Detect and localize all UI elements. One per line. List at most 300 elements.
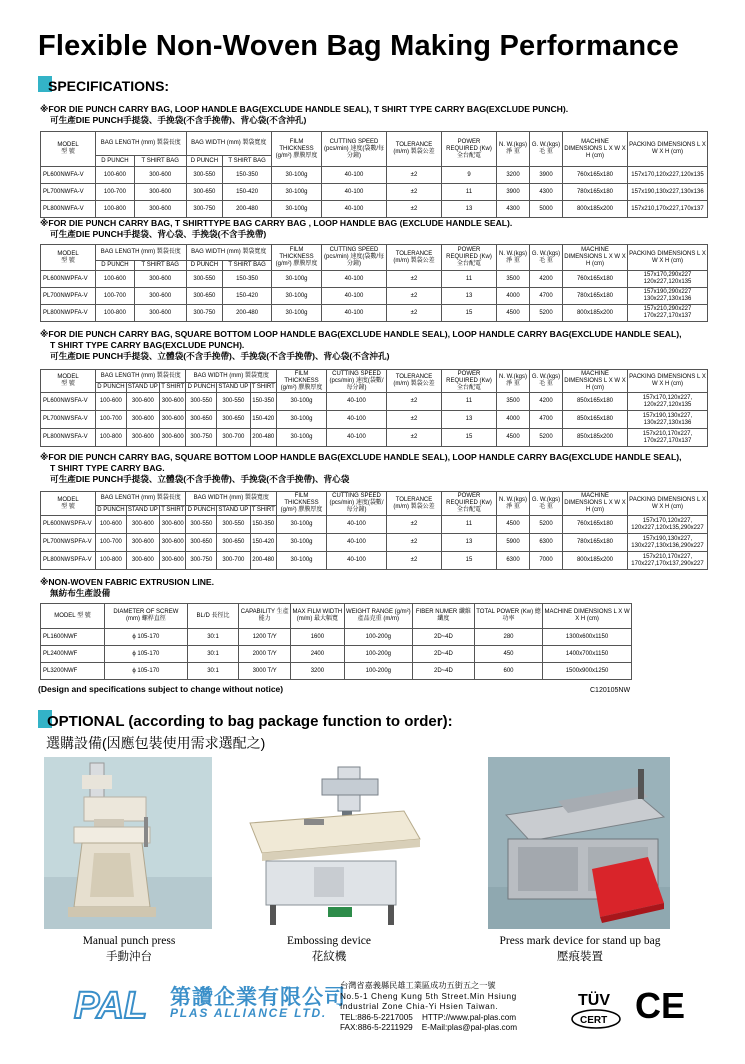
extrusion-header-cell: MAX FILM WIDTH (m/m) 最大幅寬	[291, 604, 345, 629]
table-cell: 40-100	[322, 184, 387, 201]
table-cell: 3200	[291, 663, 345, 680]
table-cell: 157x170,120x227, 120x227,120x135	[628, 393, 708, 411]
table-cell: 100-700	[96, 411, 127, 429]
table-row	[41, 288, 708, 305]
table-cell: 3900	[497, 184, 530, 201]
th-nw: N. W.(kgs) 淨 重	[497, 492, 530, 516]
model-cell: PL600NWPFA-V	[41, 271, 96, 288]
th-bag-width: BAG WIDTH (mm) 製袋寬度	[186, 245, 271, 261]
table-cell: 4300	[530, 184, 563, 201]
table-cell: 300-650	[217, 411, 250, 429]
table-cell: 300-700	[217, 429, 250, 447]
table-cell: 30:1	[187, 646, 239, 663]
caption-embossing-device	[244, 933, 414, 965]
table-cell: 4300	[497, 201, 530, 218]
ce-mark: CE	[635, 985, 686, 1026]
table-cell: 300-650	[186, 534, 217, 552]
table-cell: 300-600	[160, 411, 186, 429]
th-nw: N. W.(kgs) 淨 重	[497, 245, 530, 271]
table-cell: 300-750	[186, 305, 223, 322]
table-cell: 300-600	[160, 429, 186, 447]
table-row	[41, 534, 708, 552]
table-cell: 850x185x200	[563, 429, 628, 447]
table-cell: 157x170,120x227,120x135	[628, 167, 708, 184]
th-nw: N. W.(kgs) 淨 重	[497, 132, 530, 167]
model-cell: PL600NWSFA-V	[41, 393, 96, 411]
table-cell: 4000	[497, 411, 530, 429]
model-cell: PL800NWPFA-V	[41, 305, 96, 322]
table-cell: 5000	[530, 201, 563, 218]
table-cell: 300-550	[217, 516, 250, 534]
table-cell: 300-600	[126, 429, 159, 447]
th-bag-width: BAG WIDTH (mm) 製袋寬度	[186, 370, 277, 383]
spec-table-3	[40, 369, 708, 447]
th-t-shirt-bag: T SHIRT BAG	[134, 156, 186, 167]
table-cell: 300-750	[186, 552, 217, 570]
th-bag-length: BAG LENGTH (mm) 製袋長度	[96, 492, 186, 506]
extrusion-note	[40, 577, 214, 599]
th-gw: G. W.(kgs) 毛 重	[530, 370, 563, 393]
extrusion-header-cell: MACHINE DIMENSIONS L X W X H (cm)	[543, 604, 632, 629]
table-cell: 4700	[530, 411, 563, 429]
th-d-punch: D PUNCH	[96, 383, 127, 393]
th-t-shirt: T SHIRT	[250, 383, 276, 393]
th-film: FILM THICKNESS (g/m²) 膠膜厚度	[277, 492, 327, 516]
table-cell: 157x170,120x227, 120x227,120x135,290x227	[628, 516, 708, 534]
table-cell: 300-600	[134, 288, 186, 305]
table-cell: ±2	[387, 271, 442, 288]
table-cell: 5200	[530, 516, 563, 534]
optional-heading	[38, 712, 453, 730]
th-bag-length: BAG LENGTH (mm) 製袋長度	[96, 132, 187, 156]
model-cell: PL600NWFA-V	[41, 167, 96, 184]
table-cell: 150-350	[223, 167, 272, 184]
th-d-punch: D PUNCH	[96, 156, 135, 167]
table-cell: 4500	[497, 429, 530, 447]
th-cutting: CUTTING SPEED (pcs/min) 速度(袋數/每分鐘)	[327, 370, 387, 393]
table-cell: 800x185x200	[563, 552, 628, 570]
table-cell: 3000 T/Y	[239, 663, 291, 680]
table-cell: 100-800	[96, 429, 127, 447]
table-cell: 40-100	[327, 552, 387, 570]
table-cell: 30-100g	[277, 393, 327, 411]
table-cell: 100-700	[96, 534, 127, 552]
table-cell: 15	[442, 552, 497, 570]
section3-note	[40, 329, 681, 362]
table-cell: 157x210,290x227 170x227,170x137	[628, 305, 708, 322]
table-cell: 1400x700x1150	[543, 646, 632, 663]
table-cell: 157x170,290x227 120x227,120x135	[628, 271, 708, 288]
th-machine-dim: MACHINE DIMENSIONS L X W X H (cm)	[564, 370, 626, 391]
table-cell: 2D~4D	[412, 646, 474, 663]
th-packing-dim: PACKING DIMENSIONS L X W X H (cm)	[628, 132, 708, 167]
table-cell: 3200	[497, 167, 530, 184]
table-cell: 300-600	[134, 167, 186, 184]
table-cell: 30-100g	[277, 552, 327, 570]
extrusion-header-cell: TOTAL POWER (Kw) 總功率	[474, 604, 542, 629]
table-cell: ±2	[387, 167, 442, 184]
table-cell: 9	[442, 167, 497, 184]
table-cell: 300-750	[186, 429, 217, 447]
table-cell: 300-600	[160, 516, 186, 534]
table-cell: ϕ 105-170	[105, 646, 188, 663]
email: E-Mail:plas@pal-plas.com	[421, 1023, 518, 1032]
table-cell: 1500x900x1250	[543, 663, 632, 680]
caption-manual-punch-press	[40, 933, 218, 965]
table-cell: ϕ 105-170	[105, 663, 188, 680]
table-cell: 300-600	[134, 305, 186, 322]
table-cell: 13	[442, 288, 497, 305]
table-cell: 780x165x180	[563, 288, 628, 305]
extrusion-header-cell: CAPABILITY 生產能力	[239, 604, 291, 629]
table-cell: ±2	[387, 288, 442, 305]
table-cell: 300-550	[186, 167, 223, 184]
table-cell: 2400	[291, 646, 345, 663]
table-cell: 200-480	[250, 552, 276, 570]
company-name-cn: 第讚企業有限公司	[170, 986, 346, 1009]
section1-note-en: ※FOR DIE PUNCH CARRY BAG, LOOP HANDLE BAG(EXCLUDE HANDLE SEAL), T SHIRT TYPE CARRY BAG(EXCLUDE PUNCH).	[40, 104, 569, 114]
section4-note	[40, 452, 681, 485]
table-cell: 100-800	[96, 201, 135, 218]
th-packing-dim: PACKING DIMENSIONS L X W X H (cm)	[628, 245, 708, 271]
contact-line-2	[340, 1023, 517, 1034]
th-d-punch: D PUNCH	[96, 506, 127, 516]
caption-press-mark-device	[480, 933, 680, 965]
table-cell: 13	[442, 534, 497, 552]
extrusion-note-en: ※NON-WOVEN FABRIC EXTRUSION LINE.	[40, 577, 215, 587]
caption-cn: 手動沖台	[106, 951, 152, 963]
table-cell: 3500	[497, 393, 530, 411]
table-row	[41, 629, 632, 646]
tuv-cert-badge	[568, 985, 624, 1033]
table-cell: 300-550	[186, 271, 223, 288]
th-stand-up: STAND UP	[126, 383, 159, 393]
table-cell: 300-600	[126, 411, 159, 429]
table-cell: ±2	[387, 184, 442, 201]
table-cell: 150-350	[223, 271, 272, 288]
table-cell: 5200	[530, 429, 563, 447]
extrusion-note-cn: 無紡布生產設備	[50, 588, 111, 598]
table-cell: 100-800	[96, 305, 135, 322]
extrusion-header-cell: MODEL 型 號	[41, 604, 105, 629]
th-model: MODEL 型 號	[41, 245, 96, 271]
table-cell: 300-550	[186, 516, 217, 534]
table-cell: ϕ 105-170	[105, 629, 188, 646]
extrusion-header-cell: WEIGHT RANGE (g/m²) 產品克重 (m/m)	[344, 604, 412, 629]
model-cell: PL2400NWF	[41, 646, 105, 663]
table-cell: 40-100	[322, 201, 387, 218]
table-cell: ±2	[387, 411, 442, 429]
table-cell: 100-600	[96, 393, 127, 411]
section3-note-en2: T SHIRT TYPE CARRY BAG(EXCLUDE PUNCH).	[50, 340, 245, 350]
table-cell: 300-700	[217, 552, 250, 570]
model-cell: PL700NWFA-V	[41, 184, 96, 201]
table-cell: 15	[442, 305, 497, 322]
table-cell: 13	[442, 411, 497, 429]
table-cell: 760x165x180	[563, 167, 628, 184]
th-t-shirt: T SHIRT	[160, 506, 186, 516]
logo-text: PAL	[74, 985, 148, 1026]
model-cell: PL800NWSPFA-V	[41, 552, 96, 570]
table-cell: 30-100g	[277, 534, 327, 552]
table-cell: 40-100	[327, 516, 387, 534]
th-power: POWER REQUIRED (Kw) 全台配電	[442, 370, 497, 393]
table-cell: 30-100g	[272, 167, 322, 184]
th-cutting: CUTTING SPEED (pcs/min) 速度(袋數/每分鐘)	[322, 245, 387, 271]
table-cell: 6300	[497, 552, 530, 570]
table-cell: 40-100	[327, 411, 387, 429]
table-cell: 300-550	[186, 393, 217, 411]
table-cell: 300-600	[160, 393, 186, 411]
tel: TEL:886-5-2217005	[340, 1012, 413, 1022]
table-row	[41, 184, 708, 201]
table-cell: 7000	[530, 552, 563, 570]
extrusion-table	[40, 603, 632, 680]
table-cell: 100-200g	[344, 663, 412, 680]
table-cell: 300-650	[186, 184, 223, 201]
table-cell: ±2	[387, 429, 442, 447]
table-cell: 150-420	[223, 288, 272, 305]
caption-en: Press mark device for stand up bag	[499, 935, 661, 947]
table-cell: ±2	[387, 552, 442, 570]
table-cell: 157x210,170x227, 170x227,170x137	[628, 429, 708, 447]
table-cell: 11	[442, 184, 497, 201]
table-row	[41, 411, 708, 429]
table-cell: 300-550	[217, 393, 250, 411]
table-cell: 2D~4D	[412, 629, 474, 646]
table-cell: 3500	[497, 271, 530, 288]
table-cell: 30-100g	[277, 429, 327, 447]
th-t-shirt-bag: T SHIRT BAG	[223, 156, 272, 167]
caption-cn: 花紋機	[311, 951, 347, 963]
th-film: FILM THICKNESS (g/m²) 膠膜厚度	[272, 245, 322, 271]
table-cell: 5200	[530, 305, 563, 322]
table-cell: 40-100	[322, 271, 387, 288]
table-cell: 30-100g	[272, 288, 322, 305]
table-cell: 30:1	[187, 663, 239, 680]
th-t-shirt-bag: T SHIRT BAG	[223, 261, 272, 271]
table-cell: 450	[474, 646, 542, 663]
section4-note-en2: T SHIRT TYPE CARRY BAG.	[50, 463, 165, 473]
th-film: FILM THICKNESS (g/m²) 膠膜厚度	[277, 370, 327, 393]
table-cell: 150-420	[223, 184, 272, 201]
table-cell: 30-100g	[277, 411, 327, 429]
table-cell: 40-100	[322, 288, 387, 305]
company-address	[340, 981, 517, 1034]
section3-note-en: ※FOR DIE PUNCH CARRY BAG, SQUARE BOTTOM LOOP HANDLE BAG(EXCLUDE HANDLE SEAL), LOOP HANDLE CARRY BAG(EXCLUDE HANDLE SEAL),	[40, 329, 682, 339]
table-cell: 300-600	[134, 201, 186, 218]
table-cell: 157x190,130x227, 130x227,130x136,290x227	[628, 534, 708, 552]
embossing-device-image	[244, 757, 422, 929]
th-t-shirt: T SHIRT	[250, 506, 276, 516]
th-cutting: CUTTING SPEED (pcs/min) 速度(袋數/每分鐘)	[322, 132, 387, 167]
fax: FAX:886-5-2211929	[340, 1023, 413, 1032]
manual-punch-press-image	[44, 757, 212, 929]
table-row	[41, 305, 708, 322]
table-cell: 300-650	[186, 411, 217, 429]
th-gw: G. W.(kgs) 毛 重	[530, 132, 563, 167]
model-cell: PL3200NWF	[41, 663, 105, 680]
caption-cn: 壓痕裝置	[557, 951, 603, 963]
section1-note	[40, 104, 568, 126]
th-d-punch: D PUNCH	[186, 383, 217, 393]
section2-note-cn: 可生產DIE PUNCH手提袋、背心袋、手挽袋(不含手挽帶)	[50, 229, 267, 239]
th-gw: G. W.(kgs) 毛 重	[530, 492, 563, 516]
table-cell: 30:1	[187, 629, 239, 646]
press-mark-device-image	[488, 757, 670, 929]
table-cell: 100-600	[96, 516, 127, 534]
table-row	[41, 552, 708, 570]
table-row	[41, 271, 708, 288]
th-machine-dim: MACHINE DIMENSIONS L X W X H (cm)	[563, 492, 628, 516]
doc-code: C120105NW	[590, 687, 631, 694]
table-cell: 850x165x180	[563, 411, 628, 429]
extrusion-header-cell: BL/D 長徑比	[187, 604, 239, 629]
table-cell: 15	[442, 429, 497, 447]
model-cell: PL600NWSPFA-V	[41, 516, 96, 534]
table-cell: 11	[442, 516, 497, 534]
address-cn: 台灣省嘉義縣民雄工業區成功五街五之一號	[340, 981, 496, 990]
table-cell: 300-600	[126, 534, 159, 552]
table-cell: 800x185x200	[563, 201, 628, 218]
table-cell: 30-100g	[272, 184, 322, 201]
th-film: FILM THICKNESS (g/m²) 膠膜厚度	[272, 132, 322, 167]
table-cell: 4500	[497, 305, 530, 322]
section4-note-cn: 可生產DIE PUNCH手提袋、立體袋(不含手挽帶)、手挽袋(不含手挽帶)、背心袋	[50, 474, 350, 484]
table-cell: ±2	[387, 534, 442, 552]
footnote: (Design and specifications subject to change without notice)	[38, 684, 284, 694]
table-row	[41, 429, 708, 447]
table-cell: ±2	[387, 201, 442, 218]
table-row	[41, 201, 708, 218]
table-cell: 200-480	[250, 429, 276, 447]
spec-table-2	[40, 244, 708, 322]
th-tolerance: TOLERANCE (m/m) 製袋公差	[387, 370, 442, 393]
table-cell: 600	[474, 663, 542, 680]
table-cell: ±2	[387, 305, 442, 322]
th-power: POWER REQUIRED (Kw) 全台配電	[442, 132, 497, 167]
th-tolerance: TOLERANCE (m/m) 製袋公差	[387, 245, 442, 271]
table-cell: 100-200g	[344, 629, 412, 646]
table-cell: 800x185x200	[563, 305, 628, 322]
table-cell: 150-420	[250, 411, 276, 429]
table-cell: 157x190,130x227,130x136	[628, 184, 708, 201]
table-cell: 300-650	[217, 534, 250, 552]
table-cell: 300-650	[186, 288, 223, 305]
table-cell: 100-800	[96, 552, 127, 570]
th-nw: N. W.(kgs) 淨 重	[497, 370, 530, 393]
table-cell: 30-100g	[272, 201, 322, 218]
table-cell: ±2	[387, 393, 442, 411]
model-cell: PL700NWPFA-V	[41, 288, 96, 305]
table-row	[41, 167, 708, 184]
table-cell: ±2	[387, 516, 442, 534]
table-row	[41, 393, 708, 411]
tuv-text: TÜV	[578, 992, 610, 1009]
th-machine-dim: MACHINE DIMENSIONS L X W X H (cm)	[563, 245, 628, 271]
table-cell: 850x165x180	[563, 393, 628, 411]
th-power: POWER REQUIRED (Kw) 全台配電	[442, 245, 497, 271]
th-model: MODEL 型 號	[41, 492, 96, 516]
website: HTTP://www.pal-plas.com	[421, 1012, 517, 1022]
th-stand-up: STAND UP	[217, 506, 250, 516]
table-cell: 300-750	[186, 201, 223, 218]
table-cell: 5900	[497, 534, 530, 552]
th-model: MODEL 型 號	[41, 132, 96, 167]
table-cell: 150-350	[250, 393, 276, 411]
table-cell: 30-100g	[277, 516, 327, 534]
th-d-punch: D PUNCH	[96, 261, 135, 271]
model-cell: PL700NWSFA-V	[41, 411, 96, 429]
th-tolerance: TOLERANCE (m/m) 製袋公差	[387, 492, 442, 516]
table-cell: 300-600	[160, 534, 186, 552]
th-stand-up: STAND UP	[217, 383, 250, 393]
tuv-cert-text: CERT	[580, 1015, 608, 1026]
table-cell: 157x190,130x227, 130x227,130x136	[628, 411, 708, 429]
table-cell: 100-700	[96, 288, 135, 305]
table-row	[41, 516, 708, 534]
company-name-en: PLAS ALLIANCE LTD.	[170, 1006, 328, 1020]
table-cell: 11	[442, 271, 497, 288]
table-cell: 4500	[497, 516, 530, 534]
table-cell: 40-100	[327, 534, 387, 552]
table-cell: 780x165x180	[563, 184, 628, 201]
table-cell: 30-100g	[272, 271, 322, 288]
caption-en: Embossing device	[287, 935, 371, 947]
spec-table-1	[40, 131, 708, 218]
table-cell: 300-600	[160, 552, 186, 570]
optional-heading-text: OPTIONAL (according to bag package function to order):	[47, 712, 453, 730]
table-cell: 100-700	[96, 184, 135, 201]
th-power: POWER REQUIRED (Kw) 全台配電	[442, 492, 497, 516]
table-cell: 100-600	[96, 271, 135, 288]
company-logo	[72, 982, 164, 1026]
section1-note-cn: 可生產DIE PUNCH手提袋、手挽袋(不含手挽帶)、背心袋(不含沖孔)	[50, 115, 307, 125]
caption-en: Manual punch press	[82, 935, 176, 947]
specifications-heading	[38, 78, 169, 94]
th-bag-length: BAG LENGTH (mm) 製袋長度	[96, 245, 187, 261]
table-cell: 200-480	[223, 305, 272, 322]
table-cell: 300-600	[134, 271, 186, 288]
th-d-punch: D PUNCH	[186, 156, 223, 167]
th-tolerance: TOLERANCE (m/m) 製袋公差	[387, 132, 442, 167]
table-cell: 300-600	[126, 516, 159, 534]
section2-note	[40, 218, 512, 240]
table-cell: 4700	[530, 288, 563, 305]
table-cell: 100-600	[96, 167, 135, 184]
table-row	[41, 663, 632, 680]
table-cell: 760x165x180	[563, 271, 628, 288]
extrusion-header-cell: FIBER NUMER 纖維纖度	[412, 604, 474, 629]
table-cell: 157x210,170x227, 170x227,170x137,290x227	[628, 552, 708, 570]
th-packing-dim: PACKING DIMENSIONS L X W X H (cm)	[628, 492, 708, 516]
table-cell: 1300x600x1150	[543, 629, 632, 646]
table-cell: 300-600	[126, 552, 159, 570]
page-title: Flexible Non-Woven Bag Making Performance	[38, 30, 679, 62]
contact-line-1	[340, 1013, 517, 1024]
section4-note-en: ※FOR DIE PUNCH CARRY BAG, SQUARE BOTTOM LOOP HANDLE BAG(EXCLUDE HANDLE SEAL), LOOP HANDLE CARRY BAG(EXCLUDE HANDLE SEAL),	[40, 452, 682, 462]
table-cell: 4200	[530, 393, 563, 411]
table-cell: 760x165x180	[563, 516, 628, 534]
table-cell: 4000	[497, 288, 530, 305]
table-cell: 40-100	[322, 167, 387, 184]
table-cell: 30-100g	[272, 305, 322, 322]
table-cell: 780x165x180	[563, 534, 628, 552]
th-t-shirt: T SHIRT	[160, 383, 186, 393]
table-cell: 2D~4D	[412, 663, 474, 680]
model-cell: PL1600NWF	[41, 629, 105, 646]
address-en-2: Industrial Zone Chia-Yi Hsien Taiwan.	[340, 1002, 499, 1011]
